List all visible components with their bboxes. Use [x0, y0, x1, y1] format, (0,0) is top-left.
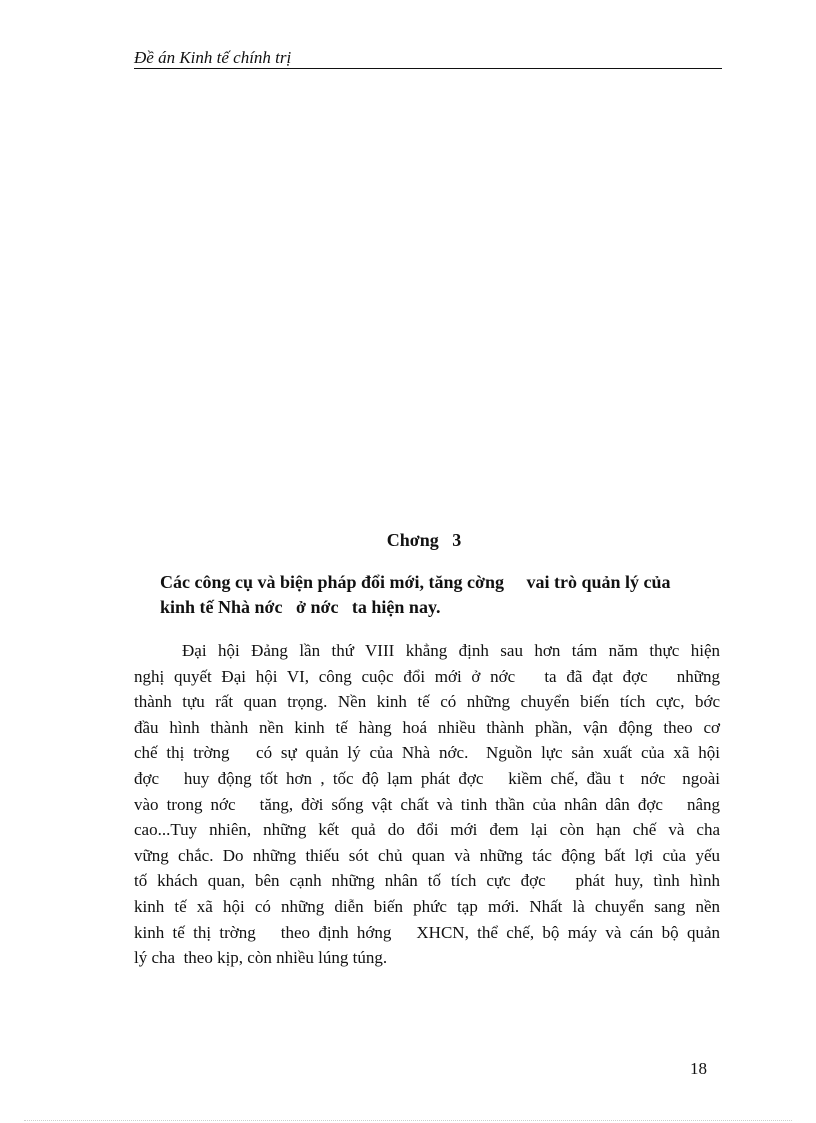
paragraph-line: chế thị trờng có sự quản lý của Nhà nớc. Nguồn lực sản xuất của xã hội — [134, 743, 720, 763]
section-heading — [160, 570, 720, 620]
paragraph-line: vững chắc. Do những thiếu sót chủ quan và những tác động bất lợi của yếu — [134, 845, 720, 865]
paragraph-line: cao...Tuy nhiên, những kết quả do đổi mới đem lại còn hạn chế và cha — [134, 820, 720, 840]
page-header — [134, 48, 722, 69]
page-bottom-edge — [24, 1120, 792, 1121]
paragraph-line: nghị quyết Đại hội VI, công cuộc đổi mới ở nớc ta đã đạt đợc những — [134, 666, 720, 686]
paragraph-line: vào trong nớc tăng, đời sống vật chất và tinh thần của nhân dân đợc nâng — [134, 794, 720, 814]
paragraph-line: thành tựu rất quan trọng. Nền kinh tế có những chuyển biến tích cực, bớc — [134, 692, 720, 712]
paragraph-line: kinh tế xã hội có những diễn biến phức tạp mới. Nhất là chuyển sang nền — [134, 896, 720, 916]
paragraph-line: đợc huy động tốt hơn , tốc độ lạm phát đợc kiềm chế, đầu t nớc ngoài — [134, 768, 720, 788]
body-paragraph — [134, 638, 720, 971]
header-title: Đề án Kinh tế chính trị — [134, 48, 292, 67]
page-number: 18 — [690, 1059, 707, 1078]
paragraph-line: Đại hội Đảng lần thứ VIII khẳng định sau hơn tám năm thực hiện — [182, 641, 720, 660]
paragraph-line: tố khách quan, bên cạnh những nhân tố tích cực đợc phát huy, tình hình — [134, 871, 720, 891]
section-heading-line: kinh tế Nhà nớc ở nớc ta hiện nay. — [160, 597, 441, 617]
paragraph-line: kinh tế thị trờng theo định hớng XHCN, thể chế, bộ máy và cán bộ quản — [134, 922, 720, 942]
chapter-title: Chơng 3 — [386, 530, 462, 550]
paragraph-line: lý cha theo kịp, còn nhiều lúng túng. — [134, 948, 388, 968]
paragraph-line: đầu hình thành nền kinh tế hàng hoá nhiều thành phần, vận động theo cơ — [134, 717, 720, 737]
section-heading-line: Các công cụ và biện pháp đổi mới, tăng cờng vai trò quản lý của — [160, 572, 671, 592]
